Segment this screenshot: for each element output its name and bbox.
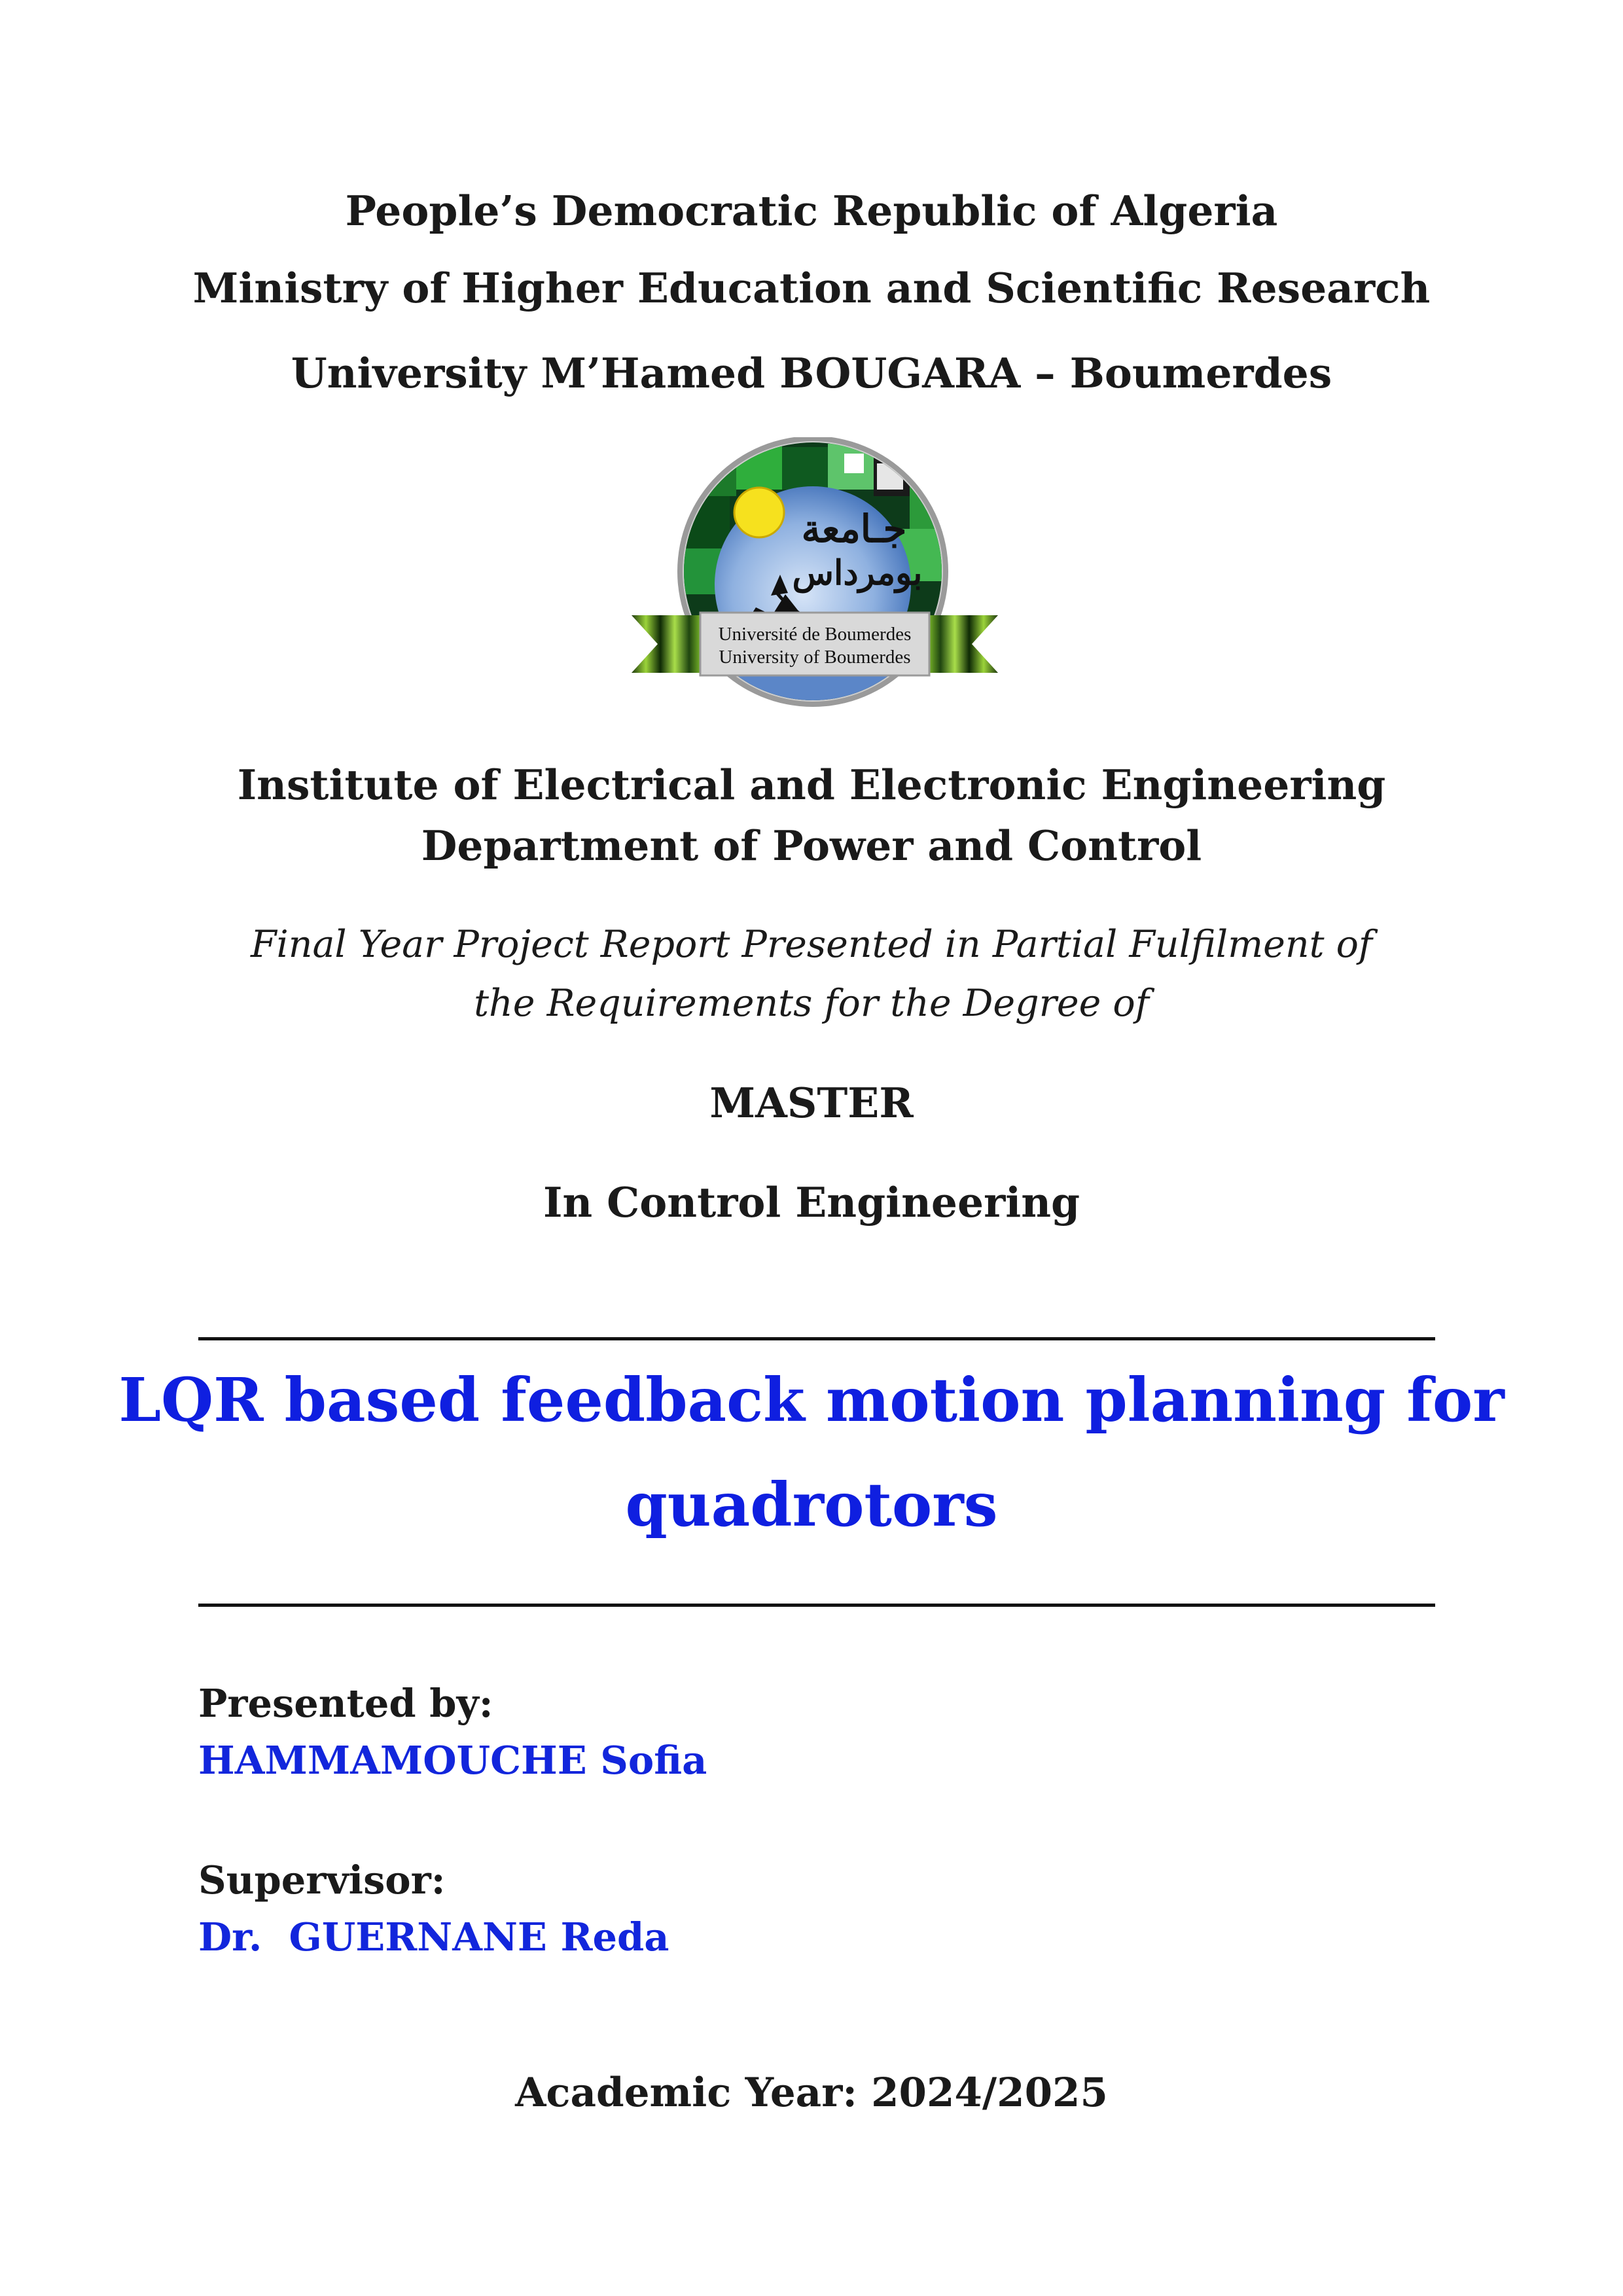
logo-banner-line1: Université de Boumerdes <box>718 624 912 645</box>
supervisor-label: Supervisor: <box>198 1857 446 1903</box>
title-top-rule <box>198 1337 1435 1340</box>
thesis-title-line2: quadrotors <box>625 1469 998 1540</box>
country-heading: People’s Democratic Republic of Algeria <box>345 187 1278 235</box>
logo-arabic-line2: بومرداس <box>792 555 923 592</box>
degree-field: In Control Engineering <box>543 1178 1080 1227</box>
author-name: HAMMAMOUCHE Sofia <box>198 1738 707 1783</box>
title-bottom-rule <box>198 1604 1435 1607</box>
supervisor-name: Dr. GUERNANE Reda <box>198 1914 669 1960</box>
university-heading: University M’Hamed BOUGARA – Boumerdes <box>291 349 1332 397</box>
university-logo <box>628 437 1001 712</box>
presented-by-label: Presented by: <box>198 1681 493 1726</box>
department-name: Department of Power and Control <box>421 821 1202 870</box>
report-description-line2: the Requirements for the Degree of <box>474 982 1149 1025</box>
logo-arabic-line1: جـامعة <box>801 508 907 550</box>
report-description-line1: Final Year Project Report Presented in Partial Fulfilment of <box>250 923 1373 966</box>
ministry-heading: Ministry of Higher Education and Scientific Research <box>192 264 1431 312</box>
institute-name: Institute of Electrical and Electronic Engineering <box>237 761 1386 809</box>
degree-name: MASTER <box>709 1079 914 1127</box>
logo-banner-line2: University of Boumerdes <box>719 647 911 668</box>
thesis-title-line1: LQR based feedback motion planning for <box>118 1365 1505 1435</box>
academic-year: Academic Year: 2024/2025 <box>515 2070 1108 2116</box>
